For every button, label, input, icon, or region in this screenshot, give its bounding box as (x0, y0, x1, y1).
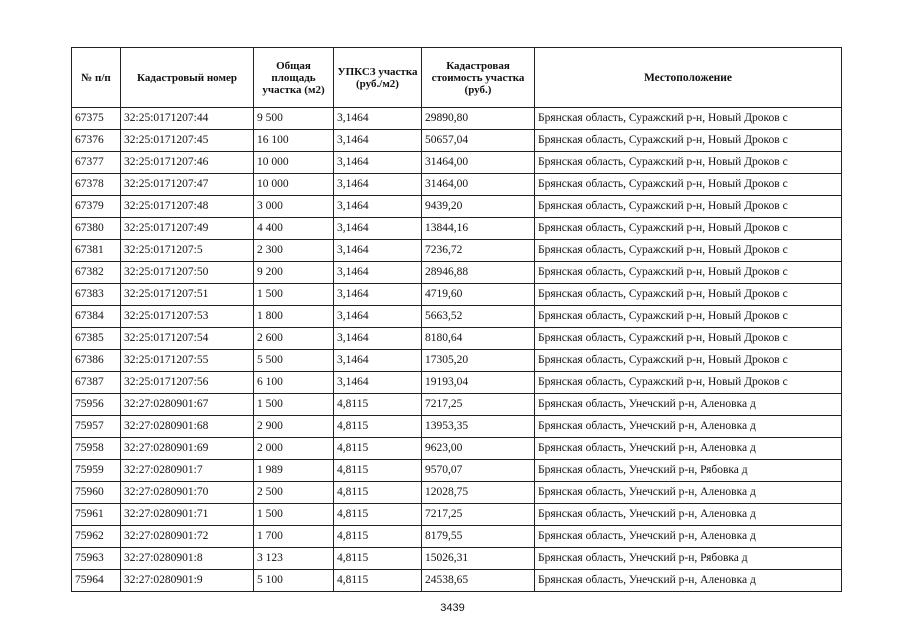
cell-total-area: 4 400 (254, 218, 334, 240)
cell-row-number: 67376 (72, 130, 121, 152)
cell-cadastral-value: 31464,00 (422, 174, 535, 196)
cell-total-area: 6 100 (254, 372, 334, 394)
cell-row-number: 67386 (72, 350, 121, 372)
cell-total-area: 2 500 (254, 482, 334, 504)
cell-cadastral-number: 32:27:0280901:8 (121, 548, 254, 570)
cell-location: Брянская область, Суражский р-н, Новый Дроков с (535, 152, 842, 174)
cell-total-area: 1 500 (254, 394, 334, 416)
table-row (72, 394, 842, 416)
table-row (72, 152, 842, 174)
cell-cadastral-value: 31464,00 (422, 152, 535, 174)
cell-cadastral-number: 32:27:0280901:67 (121, 394, 254, 416)
cell-location: Брянская область, Суражский р-н, Новый Дроков с (535, 240, 842, 262)
table-row (72, 350, 842, 372)
cell-cadastral-number: 32:27:0280901:69 (121, 438, 254, 460)
cell-cadastral-number: 32:25:0171207:45 (121, 130, 254, 152)
cell-cadastral-number: 32:25:0171207:55 (121, 350, 254, 372)
cell-total-area: 16 100 (254, 130, 334, 152)
table-row (72, 262, 842, 284)
cell-cadastral-number: 32:25:0171207:48 (121, 196, 254, 218)
cell-specific-value: 4,8115 (334, 438, 422, 460)
cell-row-number: 75964 (72, 570, 121, 592)
cell-row-number: 67378 (72, 174, 121, 196)
cell-cadastral-value: 7217,25 (422, 394, 535, 416)
cell-cadastral-number: 32:27:0280901:71 (121, 504, 254, 526)
cell-total-area: 2 000 (254, 438, 334, 460)
cell-specific-value: 3,1464 (334, 372, 422, 394)
page-number: 3439 (440, 602, 465, 614)
table-row (72, 416, 842, 438)
cell-row-number: 67375 (72, 108, 121, 130)
cell-cadastral-value: 8180,64 (422, 328, 535, 350)
table-row (72, 372, 842, 394)
cell-total-area: 2 600 (254, 328, 334, 350)
cell-cadastral-value: 9570,07 (422, 460, 535, 482)
cell-cadastral-number: 32:27:0280901:9 (121, 570, 254, 592)
cell-total-area: 2 900 (254, 416, 334, 438)
cell-cadastral-number: 32:27:0280901:70 (121, 482, 254, 504)
table-row (72, 328, 842, 350)
cell-cadastral-value: 13953,35 (422, 416, 535, 438)
table-row (72, 548, 842, 570)
cell-location: Брянская область, Унечский р-н, Аленовка д (535, 504, 842, 526)
cell-cadastral-number: 32:25:0171207:46 (121, 152, 254, 174)
cell-cadastral-number: 32:25:0171207:5 (121, 240, 254, 262)
cell-cadastral-number: 32:25:0171207:47 (121, 174, 254, 196)
cell-cadastral-value: 9439,20 (422, 196, 535, 218)
cell-total-area: 5 500 (254, 350, 334, 372)
cell-cadastral-value: 24538,65 (422, 570, 535, 592)
cell-location: Брянская область, Суражский р-н, Новый Дроков с (535, 350, 842, 372)
table-row (72, 130, 842, 152)
cell-location: Брянская область, Унечский р-н, Аленовка д (535, 416, 842, 438)
header-location: Местоположение (535, 48, 842, 108)
cell-location: Брянская область, Суражский р-н, Новый Дроков с (535, 262, 842, 284)
cell-cadastral-value: 15026,31 (422, 548, 535, 570)
cell-location: Брянская область, Унечский р-н, Аленовка д (535, 394, 842, 416)
cell-total-area: 9 500 (254, 108, 334, 130)
cell-cadastral-number: 32:27:0280901:72 (121, 526, 254, 548)
table-row (72, 218, 842, 240)
cell-row-number: 67385 (72, 328, 121, 350)
cell-row-number: 75958 (72, 438, 121, 460)
cell-cadastral-value: 28946,88 (422, 262, 535, 284)
cell-row-number: 67387 (72, 372, 121, 394)
table-row (72, 108, 842, 130)
cell-specific-value: 4,8115 (334, 460, 422, 482)
cell-specific-value: 3,1464 (334, 240, 422, 262)
cell-specific-value: 3,1464 (334, 262, 422, 284)
cell-location: Брянская область, Суражский р-н, Новый Дроков с (535, 130, 842, 152)
cell-row-number: 67381 (72, 240, 121, 262)
table-row (72, 196, 842, 218)
cell-row-number: 67383 (72, 284, 121, 306)
cell-row-number: 67380 (72, 218, 121, 240)
cell-specific-value: 3,1464 (334, 350, 422, 372)
cell-location: Брянская область, Суражский р-н, Новый Дроков с (535, 218, 842, 240)
cell-specific-value: 3,1464 (334, 130, 422, 152)
table-row (72, 240, 842, 262)
table-row (72, 570, 842, 592)
cell-cadastral-number: 32:25:0171207:50 (121, 262, 254, 284)
cell-specific-value: 4,8115 (334, 504, 422, 526)
cell-location: Брянская область, Унечский р-н, Аленовка д (535, 526, 842, 548)
cell-location: Брянская область, Суражский р-н, Новый Дроков с (535, 372, 842, 394)
header-total-area: Общая площадь участка (м2) (254, 48, 334, 108)
table-body (72, 108, 842, 592)
cell-row-number: 75961 (72, 504, 121, 526)
cell-cadastral-value: 9623,00 (422, 438, 535, 460)
cell-cadastral-value: 13844,16 (422, 218, 535, 240)
table-row (72, 284, 842, 306)
cell-total-area: 3 000 (254, 196, 334, 218)
cell-total-area: 10 000 (254, 174, 334, 196)
table-row (72, 438, 842, 460)
cell-specific-value: 3,1464 (334, 284, 422, 306)
cell-specific-value: 4,8115 (334, 416, 422, 438)
cell-specific-value: 3,1464 (334, 306, 422, 328)
cell-specific-value: 4,8115 (334, 394, 422, 416)
table-row (72, 504, 842, 526)
cell-row-number: 75960 (72, 482, 121, 504)
cell-specific-value: 4,8115 (334, 570, 422, 592)
cell-specific-value: 3,1464 (334, 196, 422, 218)
cell-total-area: 3 123 (254, 548, 334, 570)
cell-total-area: 1 700 (254, 526, 334, 548)
cell-row-number: 67377 (72, 152, 121, 174)
cell-cadastral-number: 32:27:0280901:68 (121, 416, 254, 438)
cell-row-number: 67382 (72, 262, 121, 284)
cell-cadastral-value: 5663,52 (422, 306, 535, 328)
cell-total-area: 1 500 (254, 284, 334, 306)
cell-cadastral-value: 7236,72 (422, 240, 535, 262)
cell-location: Брянская область, Суражский р-н, Новый Дроков с (535, 328, 842, 350)
cell-cadastral-value: 29890,80 (422, 108, 535, 130)
cell-location: Брянская область, Унечский р-н, Аленовка д (535, 570, 842, 592)
cell-cadastral-value: 7217,25 (422, 504, 535, 526)
cell-row-number: 75962 (72, 526, 121, 548)
cell-row-number: 75957 (72, 416, 121, 438)
cell-specific-value: 3,1464 (334, 174, 422, 196)
table-row (72, 174, 842, 196)
cell-cadastral-value: 19193,04 (422, 372, 535, 394)
cell-location: Брянская область, Суражский р-н, Новый Дроков с (535, 196, 842, 218)
header-specific-value: УПКСЗ участка (руб./м2) (334, 48, 422, 108)
cell-row-number: 67379 (72, 196, 121, 218)
cell-specific-value: 4,8115 (334, 526, 422, 548)
cell-specific-value: 3,1464 (334, 218, 422, 240)
cell-cadastral-value: 8179,55 (422, 526, 535, 548)
cell-total-area: 9 200 (254, 262, 334, 284)
cell-total-area: 5 100 (254, 570, 334, 592)
cell-specific-value: 3,1464 (334, 328, 422, 350)
cell-cadastral-number: 32:25:0171207:51 (121, 284, 254, 306)
cell-total-area: 1 800 (254, 306, 334, 328)
cell-location: Брянская область, Суражский р-н, Новый Дроков с (535, 108, 842, 130)
cell-specific-value: 3,1464 (334, 152, 422, 174)
cell-cadastral-value: 17305,20 (422, 350, 535, 372)
table-row (72, 482, 842, 504)
cell-location: Брянская область, Унечский р-н, Аленовка д (535, 438, 842, 460)
cell-cadastral-value: 12028,75 (422, 482, 535, 504)
cell-location: Брянская область, Суражский р-н, Новый Дроков с (535, 174, 842, 196)
cell-row-number: 75963 (72, 548, 121, 570)
cell-cadastral-number: 32:25:0171207:49 (121, 218, 254, 240)
table-header-row (72, 48, 842, 108)
table-row (72, 306, 842, 328)
cell-total-area: 10 000 (254, 152, 334, 174)
cell-specific-value: 4,8115 (334, 482, 422, 504)
table-row (72, 526, 842, 548)
header-cadastral-number: Кадастровый номер (121, 48, 254, 108)
cell-location: Брянская область, Унечский р-н, Рябовка д (535, 460, 842, 482)
cell-cadastral-value: 50657,04 (422, 130, 535, 152)
cadastral-table (71, 47, 842, 592)
cell-cadastral-number: 32:27:0280901:7 (121, 460, 254, 482)
cell-row-number: 67384 (72, 306, 121, 328)
cell-specific-value: 4,8115 (334, 548, 422, 570)
cell-row-number: 75959 (72, 460, 121, 482)
cell-cadastral-number: 32:25:0171207:56 (121, 372, 254, 394)
cell-location: Брянская область, Суражский р-н, Новый Дроков с (535, 284, 842, 306)
cell-total-area: 2 300 (254, 240, 334, 262)
cell-cadastral-value: 4719,60 (422, 284, 535, 306)
cell-row-number: 75956 (72, 394, 121, 416)
cell-location: Брянская область, Суражский р-н, Новый Дроков с (535, 306, 842, 328)
table-row (72, 460, 842, 482)
cell-cadastral-number: 32:25:0171207:54 (121, 328, 254, 350)
cell-total-area: 1 500 (254, 504, 334, 526)
header-cadastral-value: Кадастровая стоимость участка (руб.) (422, 48, 535, 108)
cell-specific-value: 3,1464 (334, 108, 422, 130)
header-row-number: № п/п (72, 48, 121, 108)
cell-location: Брянская область, Унечский р-н, Рябовка д (535, 548, 842, 570)
cell-location: Брянская область, Унечский р-н, Аленовка д (535, 482, 842, 504)
cell-cadastral-number: 32:25:0171207:44 (121, 108, 254, 130)
cell-cadastral-number: 32:25:0171207:53 (121, 306, 254, 328)
cell-total-area: 1 989 (254, 460, 334, 482)
